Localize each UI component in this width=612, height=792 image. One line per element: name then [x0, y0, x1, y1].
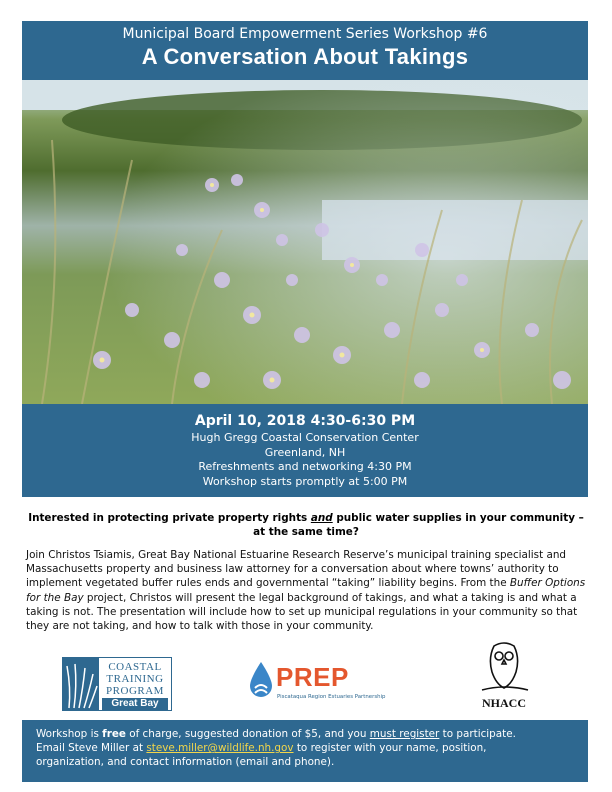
footer-text: Email Steve Miller at: [36, 742, 147, 755]
project-name: Buffer Options for the Bay: [26, 577, 586, 604]
ctp-line3: PROGRAM: [106, 685, 164, 697]
event-venue: Hugh Gregg Coastal Conservation Center: [191, 431, 419, 444]
footer-line2: [36, 741, 574, 755]
event-date: April 10, 2018 4:30-6:30 PM: [194, 413, 416, 429]
footer-line1: [36, 727, 574, 741]
question-part2: public water supplies in your community – at the same time?: [253, 512, 584, 538]
footer-text: Workshop is: [36, 728, 103, 740]
ctp-line2: TRAINING: [106, 673, 164, 685]
footer-text: of charge, suggested donation of $5, and you: [125, 728, 370, 740]
nhacc-name: NHACC: [482, 696, 526, 710]
event-start-time: Workshop starts promptly at 5:00 PM: [202, 474, 408, 488]
page-title: A Conversation About Takings: [141, 44, 469, 69]
intro-question: [26, 511, 586, 539]
registration-footer: [22, 720, 588, 782]
footer-line3: organization, and contact information (email and phone).: [36, 756, 335, 769]
series-subtitle: Municipal Board Empowerment Series Workshop #6: [122, 26, 488, 42]
ctp-line1: COASTAL: [108, 661, 162, 673]
body-part1: Join Christos Tsiamis, Great Bay National Estuarine Research Reserve’s municipal training specialist and Massachusetts property and business law attorney for a conversation about where towns’ authority to implement vegetated buffer rules ends and governmental “taking” liability begins. From the: [26, 549, 567, 590]
nhacc-logo: [474, 638, 534, 714]
event-details-band: [22, 404, 588, 497]
water-drop-icon: [248, 660, 274, 700]
ctp-line4: Great Bay: [102, 698, 168, 710]
footer-text: to register with your name, position,: [293, 742, 487, 755]
must-register-text: must register: [369, 728, 440, 740]
body-part2: project, Christos will present the legal background of takings, and what a taking is and what a taking is not. The presentation will include how to set up municipal regulations in your community so that they are not taking, and how to talk with those in your community.: [26, 591, 578, 633]
prep-logo: [248, 660, 386, 708]
question-part1: Interested in protecting private property rights: [28, 512, 311, 524]
header-band: [22, 21, 588, 80]
coastal-training-program-logo: [62, 657, 172, 711]
wildflower-photo: [22, 80, 588, 404]
owl-icon: [474, 638, 534, 696]
footer-text: to participate.: [439, 728, 516, 740]
prep-subtitle: Piscataqua Region Estuaries Partnership: [277, 694, 386, 700]
description-paragraph: [26, 548, 586, 633]
grass-icon: [63, 658, 99, 710]
event-location: Greenland, NH: [264, 445, 346, 459]
question-emphasis: and: [310, 512, 333, 524]
event-refreshments: Refreshments and networking 4:30 PM: [198, 460, 412, 474]
prep-name: PREP: [276, 662, 349, 692]
free-text: free: [102, 728, 126, 740]
email-link[interactable]: steve.miller@wildlife.nh.gov: [146, 742, 294, 755]
